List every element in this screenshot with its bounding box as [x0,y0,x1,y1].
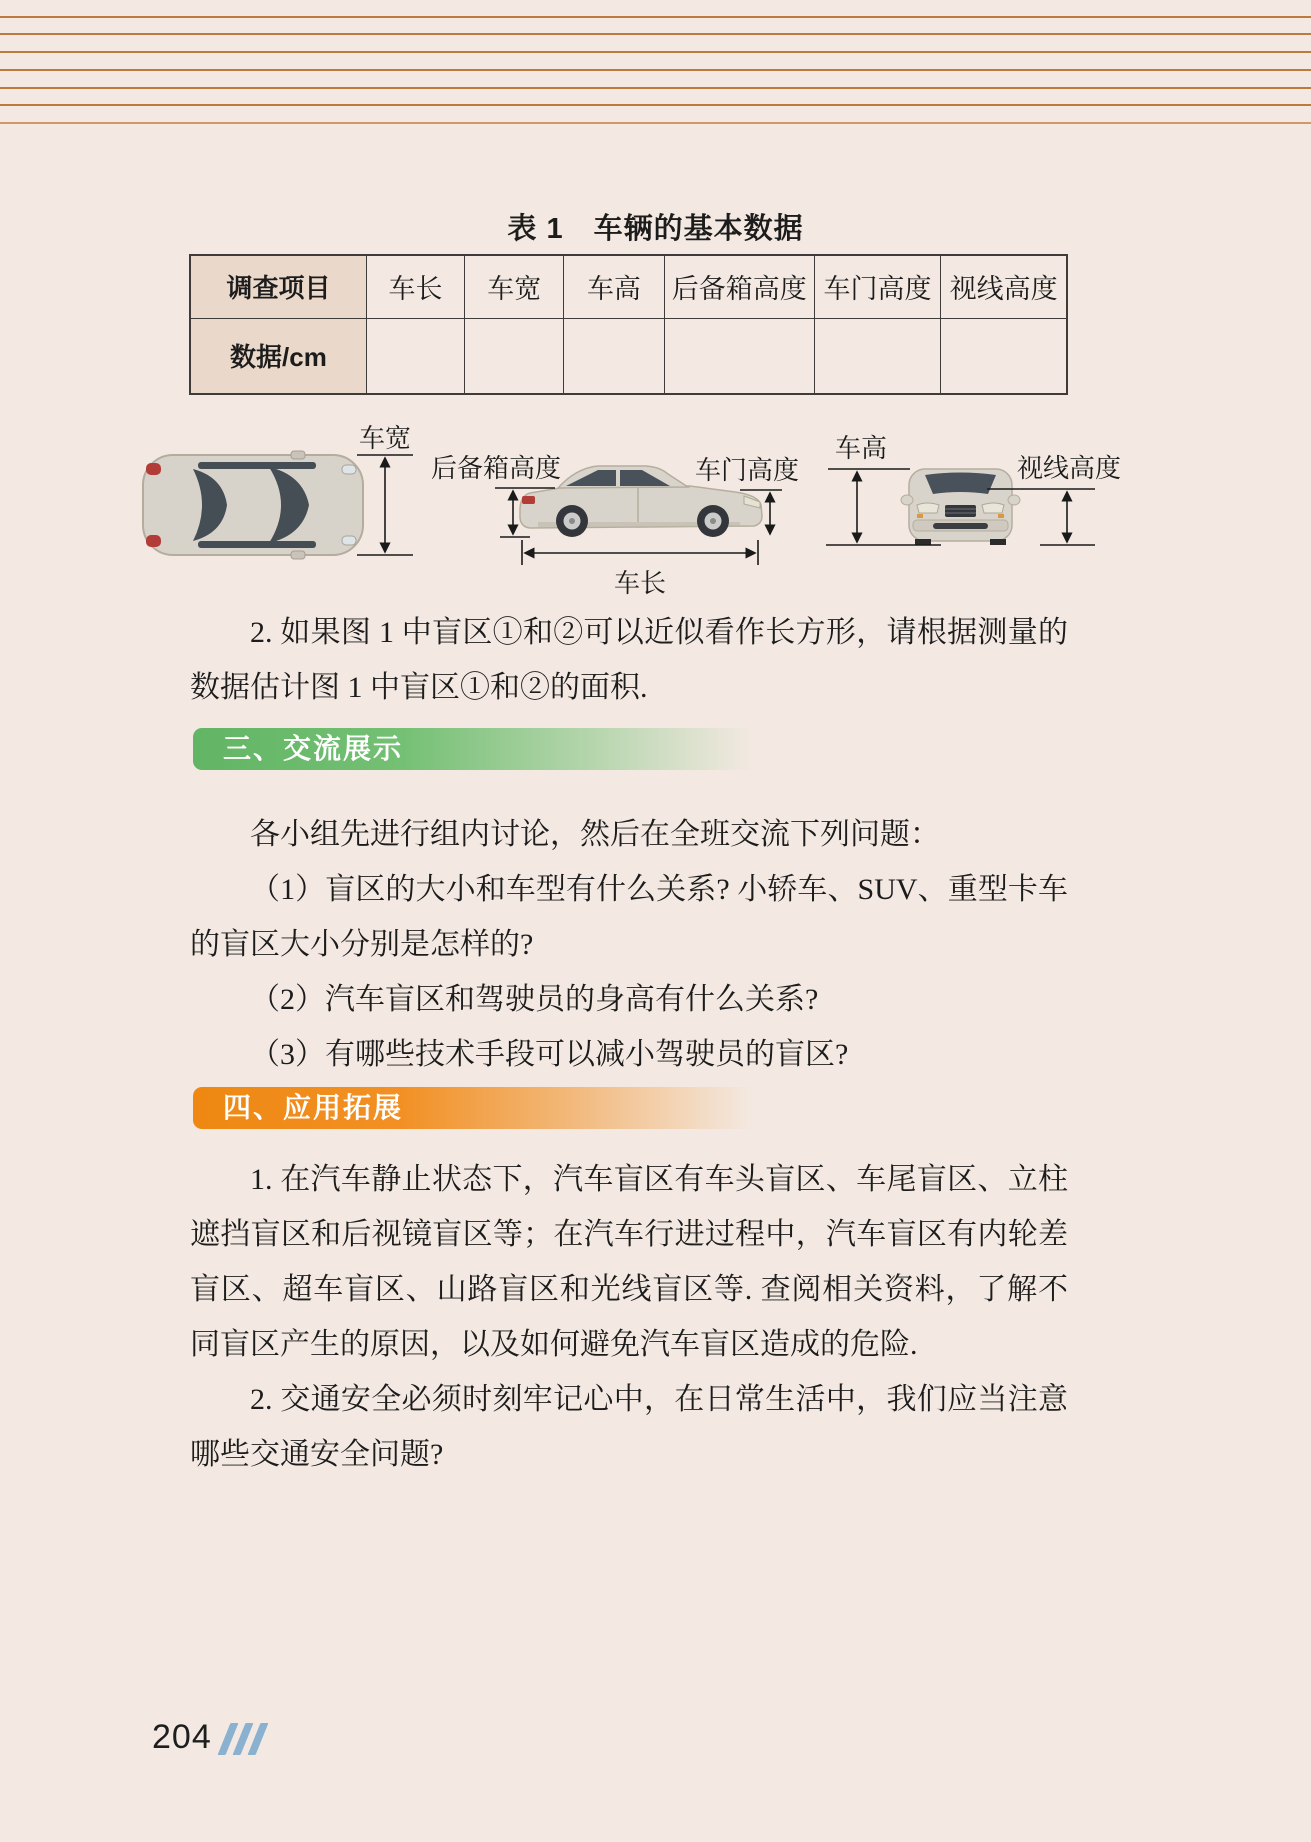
col-header-trunk: 后备箱高度 [664,255,814,318]
text-line: 盲区、超车盲区、山路盲区和光线盲区等. 查阅相关资料，了解不 [190,1273,1068,1306]
stripe-line [0,33,1311,35]
text-line: 2. 交通安全必须时刻牢记心中，在日常生活中，我们应当注意 [250,1383,1068,1416]
slashes-icon [224,1723,269,1755]
stripe-line [0,16,1311,18]
width-dimension-arrow [357,455,413,555]
section3-paragraphs [190,807,1068,1082]
table-empty-cell [814,318,940,394]
table-empty-cell [564,318,664,394]
text-line: 同盲区产生的原因，以及如何避免汽车盲区造成的危险. [190,1328,918,1361]
car-front-view-icon [901,469,1020,545]
col-header-sight: 视线高度 [941,255,1067,318]
text-line: （2）汽车盲区和驾驶员的身高有什么关系? [250,983,819,1016]
table-empty-cell [664,318,814,394]
text-line: 的盲区大小分别是怎样的? [190,928,534,961]
table-empty-cell [366,318,464,394]
task-paragraph [190,605,1068,715]
text-line: 2. 如果图 1 中盲区①和②可以近似看作长方形，请根据测量的 [250,616,1068,649]
section-banner-title: 四、应用拓展 [223,1092,404,1123]
sight-height-label: 视线高度 [1016,454,1122,483]
section-banner-extend [193,1087,771,1129]
section-banner-communicate [193,728,771,770]
vehicle-diagram [110,405,1200,615]
vehicle-data-table [189,254,1068,395]
car-length-label: 车长 [613,569,667,598]
text-line: （3）有哪些技术手段可以减小驾驶员的盲区? [250,1038,849,1071]
car-length-dimension-arrow [522,540,758,565]
text-line: 哪些交通安全问题? [190,1438,444,1471]
car-top-view-icon [143,451,363,559]
text-line: 遮挡盲区和后视镜盲区等；在汽车行进过程中，汽车盲区有内轮差 [190,1218,1068,1251]
row-label-data-cm: 数据/cm [190,318,366,394]
page-number: 204 [152,1718,212,1756]
text-line: 数据估计图 1 中盲区①和②的面积. [190,671,648,704]
stripe-line [0,69,1311,71]
text-line: （1）盲区的大小和车型有什么关系? 小轿车、SUV、重型卡车 [250,873,1068,906]
stripe-line [0,51,1311,53]
table-empty-cell [465,318,564,394]
col-header-length: 车长 [366,255,464,318]
text-line: 各小组先进行组内讨论，然后在全班交流下列问题： [250,818,940,851]
table-title: 表 1 车辆的基本数据 [507,213,804,245]
col-header-width: 车宽 [465,255,564,318]
page-footer [152,1718,269,1757]
car-height-label: 车高 [834,434,888,463]
stripe-line [0,122,1311,124]
stripe-line [0,87,1311,89]
section4-paragraphs [190,1152,1068,1482]
table-corner-cell: 调查项目 [190,255,366,318]
trunk-height-label: 后备箱高度 [430,454,562,483]
col-header-height: 车高 [564,255,664,318]
stripe-line [0,104,1311,106]
text-line: 1. 在汽车静止状态下，汽车盲区有车头盲区、车尾盲区、立柱 [250,1163,1068,1196]
door-height-label: 车门高度 [694,456,800,485]
section-banner-title: 三、交流展示 [223,733,404,764]
width-label: 车宽 [358,424,412,453]
table-empty-cell [941,318,1067,394]
col-header-door: 车门高度 [814,255,940,318]
